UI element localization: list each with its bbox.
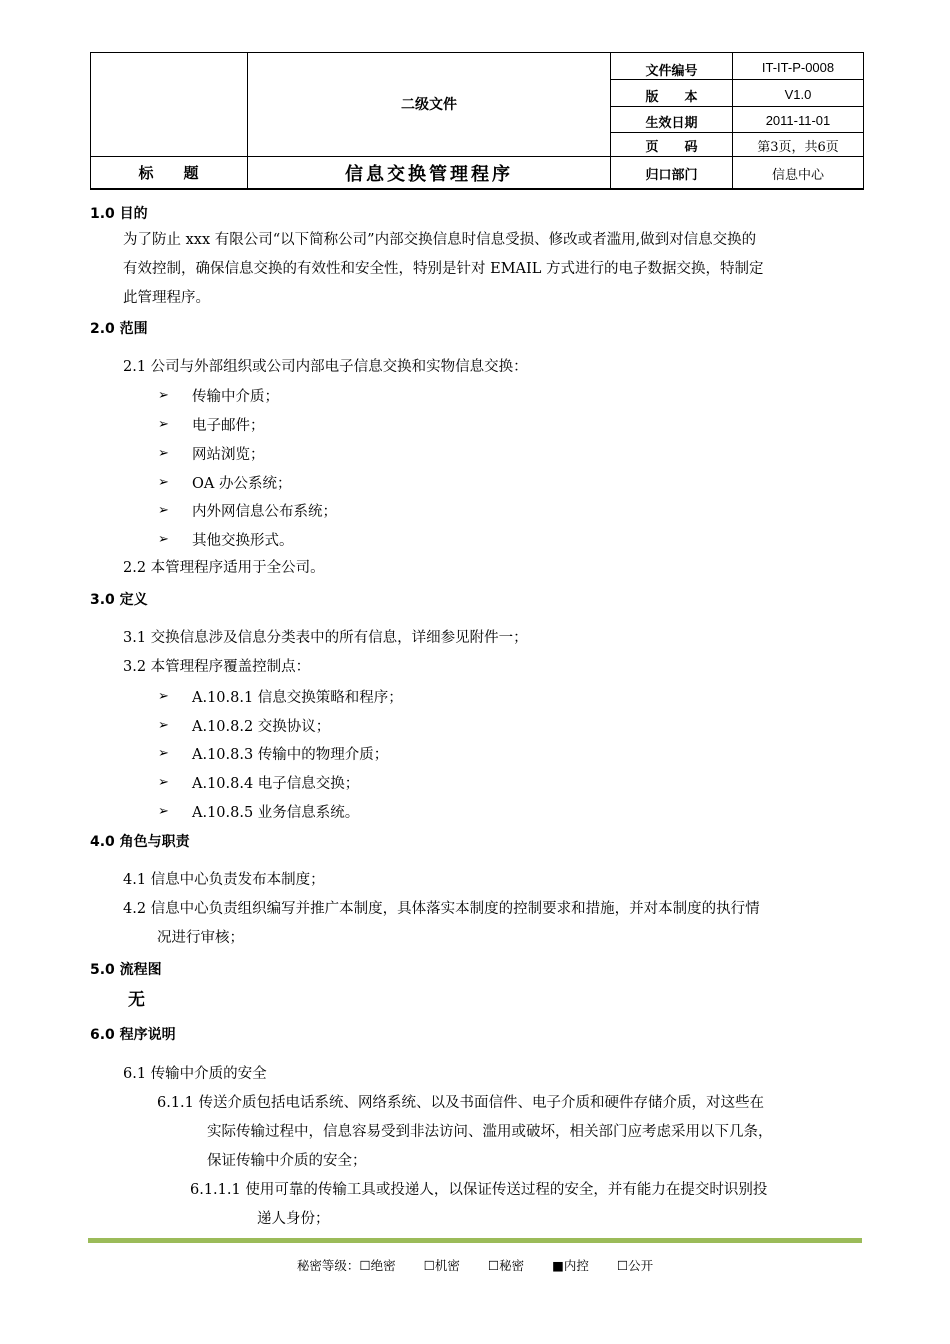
s3-item-1: 3.1 交换信息涉及信息分类表中的所有信息，详细参见附件一； (123, 630, 528, 646)
section-3-title: 3.0 定义 (90, 592, 148, 608)
secrecy-option: ☐绝密 (359, 1258, 396, 1273)
secrecy-label: 秘密等级： (296, 1258, 360, 1273)
secrecy-option: ☐秘密 (487, 1258, 525, 1273)
s1-line-1: 为了防止 xxx 有限公司“以下简称公司”内部交换信息时信息受损、修改或者滥用,做到对信息交换的 (123, 232, 757, 248)
s4-item-2-line-2: 况进行审核； (157, 930, 244, 946)
list-item: ➢ 传输中介质； (158, 388, 279, 405)
document-header-table (90, 52, 864, 190)
s2-item-2: 2.2 本管理程序适用于全公司。 (123, 560, 325, 576)
checkbox-icon: ☐ (359, 1258, 371, 1273)
title-label: 标 题 (138, 164, 199, 182)
doc-level: 二级文件 (401, 97, 457, 113)
list-item: ➢ A.10.8.1 信息交换策略和程序； (158, 689, 403, 706)
s4-item-1: 4.1 信息中心负责发布本制度； (123, 872, 325, 888)
arrow-bullet-icon: ➢ (158, 746, 169, 761)
section-2-title: 2.0 范围 (90, 321, 148, 337)
value-effective-date: 2011-11-01 (765, 112, 831, 128)
secrecy-option: ☐机密 (423, 1258, 460, 1273)
label-doc-number: 文件编号 (645, 63, 698, 79)
list-item: ➢ A.10.8.5 业务信息系统。 (158, 804, 360, 821)
section-4-title: 4.0 角色与职责 (90, 834, 190, 850)
value-page: 第3页，共6页 (757, 139, 839, 155)
value-doc-number: IT-IT-P-0008 (761, 59, 835, 75)
secrecy-option: ☐公开 (616, 1258, 654, 1273)
s2-item-1: 2.1 公司与外部组织或公司内部电子信息交换和实物信息交换： (123, 359, 528, 375)
s6-item-1-1-line-1: 6.1.1 传送介质包括电话系统、网络系统、以及书面信件、电子介质和硬件存储介质，对这些在 (157, 1095, 764, 1111)
checkbox-icon: ☐ (616, 1258, 629, 1273)
footer-divider (88, 1238, 862, 1243)
s6-item-1-1-line-2: 实际传输过程中，信息容易受到非法访问、滥用或破坏，相关部门应考虑采用以下几条， (207, 1124, 773, 1140)
list-item: ➢ A.10.8.3 传输中的物理介质； (158, 746, 389, 763)
section-6-title: 6.0 程序说明 (90, 1027, 176, 1043)
checked-box-icon: ■ (552, 1258, 564, 1273)
list-item: ➢ 内外网信息公布系统； (158, 503, 337, 520)
list-item: ➢ OA 办公系统； (158, 475, 292, 492)
arrow-bullet-icon: ➢ (158, 417, 169, 432)
arrow-bullet-icon: ➢ (158, 388, 169, 403)
list-item: ➢ 网站浏览； (158, 446, 265, 463)
flowchart-none: 无 (128, 990, 145, 1010)
arrow-bullet-icon: ➢ (158, 718, 169, 733)
s1-line-3: 此管理程序。 (123, 290, 210, 306)
arrow-bullet-icon: ➢ (158, 503, 169, 518)
secrecy-option: ■内控 (552, 1258, 589, 1273)
s1-line-2: 有效控制，确保信息交换的有效性和安全性，特别是针对 EMAIL 方式进行的电子数据交换，特制定 (123, 261, 764, 277)
list-item: ➢ 其他交换形式。 (158, 532, 294, 549)
arrow-bullet-icon: ➢ (158, 804, 169, 819)
list-item: ➢ A.10.8.4 电子信息交换； (158, 775, 360, 792)
arrow-bullet-icon: ➢ (158, 475, 169, 490)
checkbox-icon: ☐ (423, 1258, 435, 1273)
s6-item-1-1-line-3: 保证传输中介质的安全； (207, 1153, 367, 1169)
arrow-bullet-icon: ➢ (158, 446, 169, 461)
s4-item-2-line-1: 4.2 信息中心负责组织编写并推广本制度，具体落实本制度的控制要求和措施，并对本制度的执行情 (123, 901, 760, 917)
arrow-bullet-icon: ➢ (158, 775, 169, 790)
arrow-bullet-icon: ➢ (158, 532, 169, 547)
value-department: 信息中心 (771, 167, 824, 183)
checkbox-icon: ☐ (487, 1258, 500, 1273)
value-version: V1.0 (784, 86, 812, 102)
label-effective-date: 生效日期 (645, 115, 698, 131)
s6-item-1-1-1-line-2: 递人身份； (257, 1211, 330, 1227)
s6-item-1-1-1-line-1: 6.1.1.1 使用可靠的传输工具或投递人，以保证传送过程的安全，并有能力在提交时识别投 (190, 1182, 768, 1198)
arrow-bullet-icon: ➢ (158, 689, 169, 704)
list-item: ➢ A.10.8.2 交换协议； (158, 718, 331, 735)
document-title: 信息交换管理程序 (345, 163, 513, 185)
list-item: ➢ 电子邮件； (158, 417, 265, 434)
label-page: 页 码 (645, 139, 698, 155)
secrecy-level-footer (0, 1256, 950, 1274)
section-5-title: 5.0 流程图 (90, 962, 162, 978)
label-department: 归口部门 (645, 167, 698, 183)
s3-item-2: 3.2 本管理程序覆盖控制点： (123, 659, 311, 675)
section-1-title: 1.0 目的 (90, 206, 148, 222)
s6-item-1: 6.1 传输中介质的安全 (123, 1066, 267, 1082)
label-version: 版 本 (645, 89, 698, 105)
